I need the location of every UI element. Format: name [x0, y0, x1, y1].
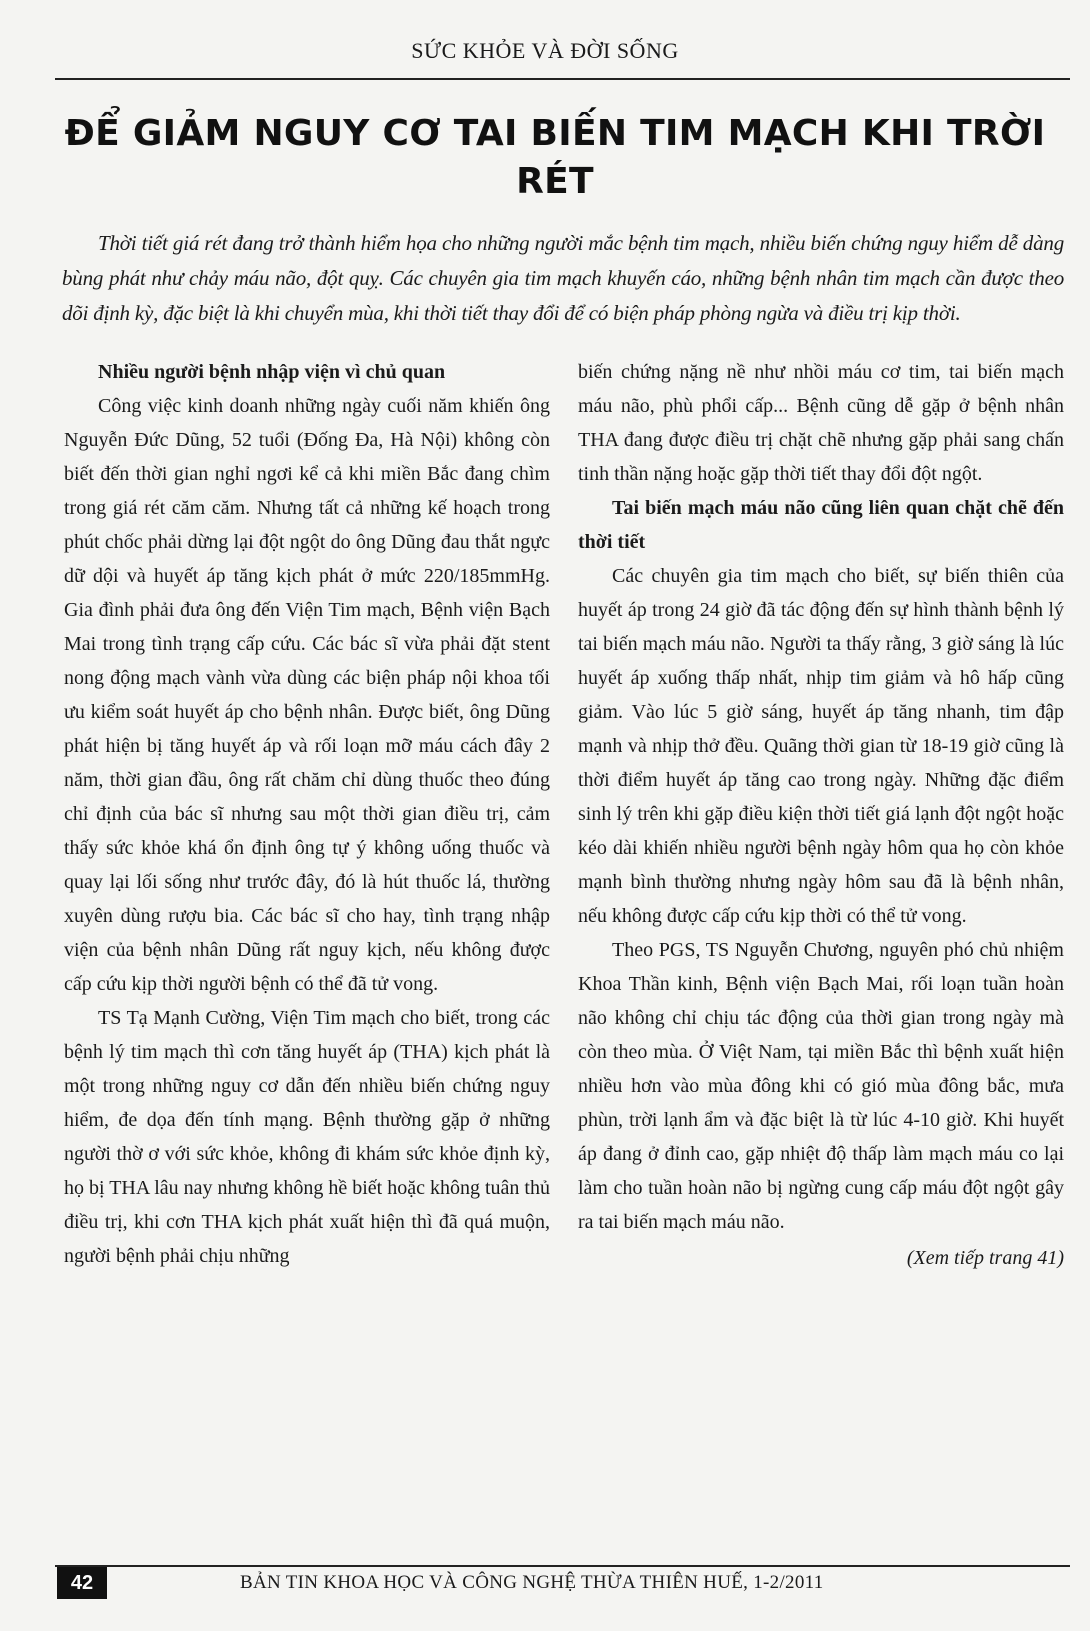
paragraph: Các chuyên gia tim mạch cho biết, sự biến thiên của huyết áp trong 24 giờ đã tác động đến sự hình thành bệnh lý tai biến mạch máu não. Người ta thấy rằng, 3 giờ sáng là lúc huyết áp xuống thấp nhất, nhịp tim giảm và hô hấp cũng giảm. Vào lúc 5 giờ sáng, huyết áp tăng nhanh, tim đập mạnh và nhịp thở đều. Quãng thời gian từ 18-19 giờ cũng là thời điểm huyết áp tăng cao trong ngày. Những đặc điểm sinh lý trên khi gặp điều kiện thời tiết giá lạnh đột ngột hoặc kéo dài khiến nhiều người bệnh ngày hôm qua họ còn khỏe mạnh bình thường nhưng ngày hôm sau đã là bệnh nhân, nếu không được cấp cứu kịp thời có thể tử vong. — [578, 565, 1064, 927]
continued-note: (Xem tiếp trang 41) — [906, 1247, 1064, 1269]
section-heading: Tai biến mạch máu não cũng liên quan chặt chẽ đến thời tiết — [578, 497, 1064, 553]
footer-rule — [55, 1565, 1070, 1567]
right-column — [578, 355, 1064, 1275]
paragraph: Theo PGS, TS Nguyễn Chương, nguyên phó chủ nhiệm Khoa Thần kinh, Bệnh viện Bạch Mai, rối loạn tuần hoàn não không chỉ chịu tác động của thời gian trong ngày mà còn theo mùa. Ở Việt Nam, tại miền Bắc thì bệnh xuất hiện nhiều hơn vào mùa đông khi có gió mùa đông bắc, mưa phùn, trời lạnh ẩm và đặc biệt là từ lúc 4-10 giờ. Khi huyết áp đang ở đỉnh cao, gặp nhiệt độ thấp làm mạch máu co lại làm cho tuần hoàn não bị ngừng cung cấp máu đột ngột gây ra tai biến mạch máu não. — [578, 939, 1064, 1233]
page-number: 42 — [57, 1567, 107, 1599]
article-columns — [64, 355, 1064, 1275]
running-header: SỨC KHỎE VÀ ĐỜI SỐNG — [411, 38, 679, 63]
article-intro: Thời tiết giá rét đang trở thành hiểm họa cho những người mắc bệnh tim mạch, nhiều biến chứng nguy hiểm dễ dàng bùng phát như chảy máu não, đột quỵ. Các chuyên gia tim mạch khuyến cáo, những bệnh nhân tim mạch cần được theo dõi định kỳ, đặc biệt là khi chuyển mùa, khi thời tiết thay đổi để có biện pháp phòng ngừa và điều trị kịp thời. — [62, 231, 1064, 325]
header-rule — [55, 78, 1070, 80]
footer-publication: BẢN TIN KHOA HỌC VÀ CÔNG NGHỆ THỪA THIÊN HUẾ, 1-2/2011 — [240, 1572, 824, 1593]
paragraph: Công việc kinh doanh những ngày cuối năm khiến ông Nguyễn Đức Dũng, 52 tuổi (Đống Đa, Hà Nội) không còn biết đến thời gian nghỉ ngơi kể cả khi miền Bắc đang chìm trong giá rét căm căm. Nhưng tất cả những kế hoạch trong phút chốc phải dừng lại đột ngột do ông Dũng đau thắt ngực dữ dội và huyết áp tăng kịch phát ở mức 220/185mmHg. Gia đình phải đưa ông đến Viện Tim mạch, Bệnh viện Bạch Mai trong tình trạng cấp cứu. Các bác sĩ vừa phải đặt stent nong động mạch vành vừa dùng các biện pháp nội khoa tối ưu kiểm soát huyết áp cho bệnh nhân. Được biết, ông Dũng phát hiện bị tăng huyết áp và rối loạn mỡ máu cách đây 2 năm, thời gian đầu, ông rất chăm chỉ dùng thuốc theo đúng chỉ định của bác sĩ nhưng sau một thời gian điều trị, cảm thấy sức khỏe khá ổn định ông tự ý không uống thuốc và quay lại lối sống như trước đây, đó là hút thuốc lá, thường xuyên dùng rượu bia. Các bác sĩ cho hay, tình trạng nhập viện của bệnh nhân Dũng rất nguy kịch, nếu không được cấp cứu kịp thời người bệnh có thể đã tử vong. — [64, 395, 550, 995]
section-heading: Nhiều người bệnh nhập viện vì chủ quan — [98, 361, 446, 383]
paragraph: TS Tạ Mạnh Cường, Viện Tim mạch cho biết, trong các bệnh lý tim mạch thì cơn tăng huyết áp (THA) kịch phát là một trong những nguy cơ dẫn đến nhiều biến chứng nguy hiểm, đe dọa đến tính mạng. Bệnh thường gặp ở những người thờ ơ với sức khỏe, không đi khám sức khỏe định kỳ, họ bị THA lâu nay nhưng không hề biết hoặc không tuân thủ điều trị, khi cơn THA kịch phát xuất hiện thì đã quá muộn, người bệnh phải chịu những — [64, 1007, 550, 1267]
paragraph-continuation: biến chứng nặng nề như nhồi máu cơ tim, tai biến mạch máu não, phù phổi cấp... Bệnh cũng dễ gặp ở bệnh nhân THA đang được điều trị chặt chẽ nhưng gặp phải sang chấn tinh thần nặng hoặc gặp thời tiết thay đổi đột ngột. — [578, 361, 1064, 485]
left-column — [64, 355, 550, 1275]
article-title: ĐỂ GIẢM NGUY CƠ TAI BIẾN TIM MẠCH KHI TRỜI RÉT — [64, 113, 1046, 202]
